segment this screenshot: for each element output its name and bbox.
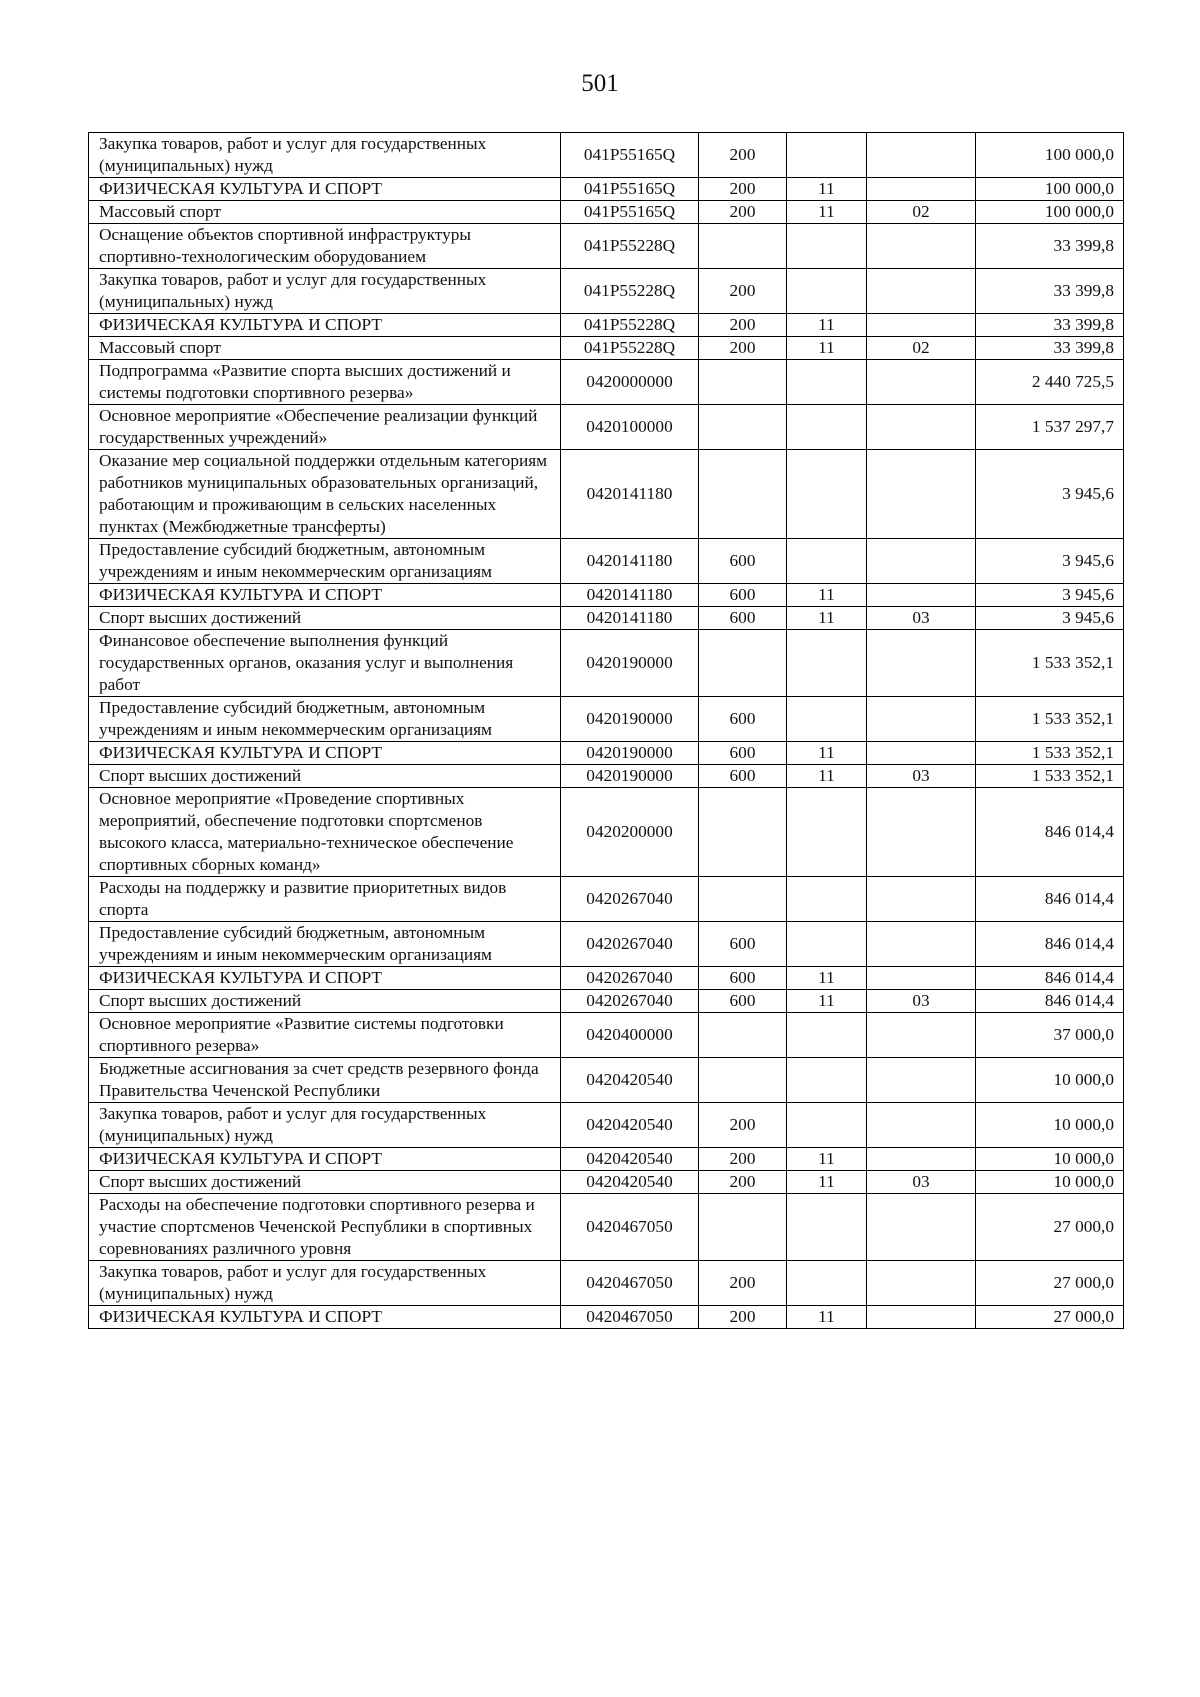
row-name-cell: Спорт высших достижений xyxy=(89,1171,561,1194)
subsection-cell xyxy=(867,269,976,314)
section-cell xyxy=(787,922,867,967)
section-cell: 11 xyxy=(787,1148,867,1171)
section-cell xyxy=(787,133,867,178)
amount-cell: 27 000,0 xyxy=(976,1194,1124,1261)
expense-type-cell xyxy=(699,224,787,269)
section-cell: 11 xyxy=(787,1171,867,1194)
row-name-cell: ФИЗИЧЕСКАЯ КУЛЬТУРА И СПОРТ xyxy=(89,967,561,990)
expense-type-cell: 600 xyxy=(699,584,787,607)
table-row xyxy=(89,314,1124,337)
subsection-cell xyxy=(867,1306,976,1329)
subsection-cell xyxy=(867,584,976,607)
row-name-cell: ФИЗИЧЕСКАЯ КУЛЬТУРА И СПОРТ xyxy=(89,742,561,765)
row-name-cell: ФИЗИЧЕСКАЯ КУЛЬТУРА И СПОРТ xyxy=(89,584,561,607)
table-row xyxy=(89,584,1124,607)
row-name-cell: Расходы на поддержку и развитие приоритетных видов спорта xyxy=(89,877,561,922)
expense-type-cell: 200 xyxy=(699,1148,787,1171)
amount-cell: 1 533 352,1 xyxy=(976,630,1124,697)
row-name-cell: ФИЗИЧЕСКАЯ КУЛЬТУРА И СПОРТ xyxy=(89,178,561,201)
target-code-cell: 0420141180 xyxy=(561,607,699,630)
table-row xyxy=(89,1058,1124,1103)
amount-cell: 33 399,8 xyxy=(976,269,1124,314)
expense-type-cell: 200 xyxy=(699,314,787,337)
section-cell xyxy=(787,630,867,697)
table-row xyxy=(89,990,1124,1013)
table-row xyxy=(89,269,1124,314)
target-code-cell: 0420267040 xyxy=(561,967,699,990)
section-cell: 11 xyxy=(787,584,867,607)
section-cell: 11 xyxy=(787,742,867,765)
subsection-cell xyxy=(867,697,976,742)
target-code-cell: 041P55228Q xyxy=(561,314,699,337)
section-cell xyxy=(787,788,867,877)
amount-cell: 846 014,4 xyxy=(976,990,1124,1013)
table-row xyxy=(89,1171,1124,1194)
expense-type-cell xyxy=(699,630,787,697)
subsection-cell xyxy=(867,1058,976,1103)
table-row xyxy=(89,1148,1124,1171)
row-name-cell: Предоставление субсидий бюджетным, автономным учреждениям и иным некоммерческим организациям xyxy=(89,922,561,967)
expense-type-cell: 600 xyxy=(699,742,787,765)
subsection-cell xyxy=(867,742,976,765)
budget-table xyxy=(88,132,1124,1329)
expense-type-cell: 600 xyxy=(699,922,787,967)
target-code-cell: 0420467050 xyxy=(561,1306,699,1329)
row-name-cell: Оснащение объектов спортивной инфраструктуры спортивно-технологическим оборудованием xyxy=(89,224,561,269)
section-cell xyxy=(787,1058,867,1103)
section-cell: 11 xyxy=(787,765,867,788)
target-code-cell: 0420100000 xyxy=(561,405,699,450)
amount-cell: 33 399,8 xyxy=(976,224,1124,269)
row-name-cell: Подпрограмма «Развитие спорта высших достижений и системы подготовки спортивного резерва» xyxy=(89,360,561,405)
amount-cell: 10 000,0 xyxy=(976,1103,1124,1148)
row-name-cell: Предоставление субсидий бюджетным, автономным учреждениям и иным некоммерческим организациям xyxy=(89,697,561,742)
row-name-cell: Финансовое обеспечение выполнения функций государственных органов, оказания услуг и выполнения работ xyxy=(89,630,561,697)
expense-type-cell: 200 xyxy=(699,133,787,178)
target-code-cell: 0420190000 xyxy=(561,765,699,788)
table-row xyxy=(89,224,1124,269)
target-code-cell: 0420420540 xyxy=(561,1103,699,1148)
target-code-cell: 041P55228Q xyxy=(561,269,699,314)
row-name-cell: ФИЗИЧЕСКАЯ КУЛЬТУРА И СПОРТ xyxy=(89,1306,561,1329)
target-code-cell: 041P55165Q xyxy=(561,133,699,178)
amount-cell: 100 000,0 xyxy=(976,133,1124,178)
subsection-cell xyxy=(867,133,976,178)
table-row xyxy=(89,697,1124,742)
amount-cell: 2 440 725,5 xyxy=(976,360,1124,405)
subsection-cell xyxy=(867,539,976,584)
section-cell: 11 xyxy=(787,201,867,224)
amount-cell: 846 014,4 xyxy=(976,922,1124,967)
row-name-cell: Спорт высших достижений xyxy=(89,765,561,788)
expense-type-cell: 200 xyxy=(699,1261,787,1306)
subsection-cell xyxy=(867,224,976,269)
row-name-cell: Бюджетные ассигнования за счет средств резервного фонда Правительства Чеченской Республики xyxy=(89,1058,561,1103)
expense-type-cell xyxy=(699,1058,787,1103)
target-code-cell: 0420000000 xyxy=(561,360,699,405)
subsection-cell xyxy=(867,1103,976,1148)
target-code-cell: 0420190000 xyxy=(561,697,699,742)
budget-table-body xyxy=(89,133,1124,1329)
expense-type-cell xyxy=(699,405,787,450)
amount-cell: 1 533 352,1 xyxy=(976,765,1124,788)
section-cell: 11 xyxy=(787,990,867,1013)
table-row xyxy=(89,922,1124,967)
table-row xyxy=(89,201,1124,224)
row-name-cell: Массовый спорт xyxy=(89,201,561,224)
amount-cell: 10 000,0 xyxy=(976,1148,1124,1171)
subsection-cell xyxy=(867,360,976,405)
subsection-cell: 02 xyxy=(867,337,976,360)
expense-type-cell xyxy=(699,1013,787,1058)
subsection-cell xyxy=(867,630,976,697)
expense-type-cell xyxy=(699,877,787,922)
target-code-cell: 0420267040 xyxy=(561,922,699,967)
row-name-cell: ФИЗИЧЕСКАЯ КУЛЬТУРА И СПОРТ xyxy=(89,1148,561,1171)
target-code-cell: 0420190000 xyxy=(561,630,699,697)
section-cell xyxy=(787,1013,867,1058)
row-name-cell: Спорт высших достижений xyxy=(89,607,561,630)
table-row xyxy=(89,630,1124,697)
subsection-cell xyxy=(867,314,976,337)
expense-type-cell: 600 xyxy=(699,990,787,1013)
table-row xyxy=(89,877,1124,922)
amount-cell: 3 945,6 xyxy=(976,539,1124,584)
section-cell xyxy=(787,1261,867,1306)
subsection-cell xyxy=(867,788,976,877)
amount-cell: 27 000,0 xyxy=(976,1261,1124,1306)
table-row xyxy=(89,742,1124,765)
row-name-cell: Основное мероприятие «Развитие системы подготовки спортивного резерва» xyxy=(89,1013,561,1058)
target-code-cell: 041P55165Q xyxy=(561,178,699,201)
subsection-cell xyxy=(867,1148,976,1171)
expense-type-cell: 200 xyxy=(699,269,787,314)
subsection-cell: 02 xyxy=(867,201,976,224)
expense-type-cell xyxy=(699,1194,787,1261)
expense-type-cell: 600 xyxy=(699,607,787,630)
amount-cell: 3 945,6 xyxy=(976,584,1124,607)
table-row xyxy=(89,539,1124,584)
expense-type-cell: 200 xyxy=(699,1171,787,1194)
expense-type-cell: 600 xyxy=(699,765,787,788)
row-name-cell: Спорт высших достижений xyxy=(89,990,561,1013)
target-code-cell: 0420141180 xyxy=(561,539,699,584)
section-cell: 11 xyxy=(787,314,867,337)
row-name-cell: Расходы на обеспечение подготовки спортивного резерва и участие спортсменов Чеченской Республики в спортивных соревнованиях различного уровня xyxy=(89,1194,561,1261)
amount-cell: 3 945,6 xyxy=(976,450,1124,539)
section-cell xyxy=(787,450,867,539)
expense-type-cell: 200 xyxy=(699,178,787,201)
section-cell: 11 xyxy=(787,1306,867,1329)
expense-type-cell xyxy=(699,450,787,539)
amount-cell: 846 014,4 xyxy=(976,788,1124,877)
target-code-cell: 041P55228Q xyxy=(561,337,699,360)
subsection-cell xyxy=(867,1013,976,1058)
row-name-cell: Основное мероприятие «Обеспечение реализации функций государственных учреждений» xyxy=(89,405,561,450)
section-cell: 11 xyxy=(787,967,867,990)
expense-type-cell: 600 xyxy=(699,539,787,584)
target-code-cell: 041P55165Q xyxy=(561,201,699,224)
amount-cell: 3 945,6 xyxy=(976,607,1124,630)
amount-cell: 846 014,4 xyxy=(976,877,1124,922)
section-cell xyxy=(787,269,867,314)
table-row xyxy=(89,607,1124,630)
amount-cell: 100 000,0 xyxy=(976,201,1124,224)
expense-type-cell: 600 xyxy=(699,967,787,990)
table-row xyxy=(89,337,1124,360)
subsection-cell xyxy=(867,967,976,990)
expense-type-cell xyxy=(699,788,787,877)
amount-cell: 846 014,4 xyxy=(976,967,1124,990)
section-cell: 11 xyxy=(787,178,867,201)
expense-type-cell xyxy=(699,360,787,405)
expense-type-cell: 200 xyxy=(699,201,787,224)
row-name-cell: Закупка товаров, работ и услуг для государственных (муниципальных) нужд xyxy=(89,1103,561,1148)
section-cell xyxy=(787,224,867,269)
expense-type-cell: 200 xyxy=(699,1103,787,1148)
table-row xyxy=(89,360,1124,405)
amount-cell: 10 000,0 xyxy=(976,1171,1124,1194)
section-cell xyxy=(787,405,867,450)
target-code-cell: 0420467050 xyxy=(561,1261,699,1306)
row-name-cell: Оказание мер социальной поддержки отдельным категориям работников муниципальных образовательных организаций, работающим и проживающим в сельских населенных пунктах (Межбюджетные трансферты) xyxy=(89,450,561,539)
subsection-cell xyxy=(867,1261,976,1306)
section-cell: 11 xyxy=(787,337,867,360)
target-code-cell: 041P55228Q xyxy=(561,224,699,269)
amount-cell: 1 537 297,7 xyxy=(976,405,1124,450)
table-row xyxy=(89,133,1124,178)
section-cell xyxy=(787,1194,867,1261)
row-name-cell: Основное мероприятие «Проведение спортивных мероприятий, обеспечение подготовки спортсменов высокого класса, материально-техническое обеспечение спортивных сборных команд» xyxy=(89,788,561,877)
table-row xyxy=(89,1103,1124,1148)
target-code-cell: 0420267040 xyxy=(561,877,699,922)
subsection-cell xyxy=(867,922,976,967)
subsection-cell: 03 xyxy=(867,765,976,788)
expense-type-cell: 600 xyxy=(699,697,787,742)
target-code-cell: 0420200000 xyxy=(561,788,699,877)
subsection-cell xyxy=(867,405,976,450)
expense-type-cell: 200 xyxy=(699,1306,787,1329)
table-row xyxy=(89,178,1124,201)
subsection-cell: 03 xyxy=(867,1171,976,1194)
row-name-cell: Закупка товаров, работ и услуг для государственных (муниципальных) нужд xyxy=(89,269,561,314)
table-row xyxy=(89,967,1124,990)
target-code-cell: 0420141180 xyxy=(561,450,699,539)
amount-cell: 1 533 352,1 xyxy=(976,697,1124,742)
target-code-cell: 0420400000 xyxy=(561,1013,699,1058)
amount-cell: 100 000,0 xyxy=(976,178,1124,201)
table-row xyxy=(89,1194,1124,1261)
target-code-cell: 0420141180 xyxy=(561,584,699,607)
row-name-cell: Закупка товаров, работ и услуг для государственных (муниципальных) нужд xyxy=(89,133,561,178)
target-code-cell: 0420420540 xyxy=(561,1148,699,1171)
amount-cell: 10 000,0 xyxy=(976,1058,1124,1103)
amount-cell: 33 399,8 xyxy=(976,337,1124,360)
subsection-cell: 03 xyxy=(867,607,976,630)
row-name-cell: ФИЗИЧЕСКАЯ КУЛЬТУРА И СПОРТ xyxy=(89,314,561,337)
table-row xyxy=(89,1261,1124,1306)
section-cell xyxy=(787,360,867,405)
section-cell xyxy=(787,877,867,922)
table-row xyxy=(89,405,1124,450)
subsection-cell xyxy=(867,1194,976,1261)
amount-cell: 33 399,8 xyxy=(976,314,1124,337)
amount-cell: 27 000,0 xyxy=(976,1306,1124,1329)
table-row xyxy=(89,1013,1124,1058)
section-cell xyxy=(787,539,867,584)
section-cell xyxy=(787,1103,867,1148)
target-code-cell: 0420467050 xyxy=(561,1194,699,1261)
subsection-cell xyxy=(867,178,976,201)
amount-cell: 1 533 352,1 xyxy=(976,742,1124,765)
table-row xyxy=(89,450,1124,539)
subsection-cell xyxy=(867,877,976,922)
page-number: 501 xyxy=(581,70,619,97)
table-row xyxy=(89,765,1124,788)
target-code-cell: 0420267040 xyxy=(561,990,699,1013)
section-cell: 11 xyxy=(787,607,867,630)
table-row xyxy=(89,788,1124,877)
target-code-cell: 0420190000 xyxy=(561,742,699,765)
row-name-cell: Массовый спорт xyxy=(89,337,561,360)
target-code-cell: 0420420540 xyxy=(561,1171,699,1194)
subsection-cell: 03 xyxy=(867,990,976,1013)
row-name-cell: Предоставление субсидий бюджетным, автономным учреждениям и иным некоммерческим организациям xyxy=(89,539,561,584)
subsection-cell xyxy=(867,450,976,539)
amount-cell: 37 000,0 xyxy=(976,1013,1124,1058)
target-code-cell: 0420420540 xyxy=(561,1058,699,1103)
table-row xyxy=(89,1306,1124,1329)
section-cell xyxy=(787,697,867,742)
row-name-cell: Закупка товаров, работ и услуг для государственных (муниципальных) нужд xyxy=(89,1261,561,1306)
expense-type-cell: 200 xyxy=(699,337,787,360)
